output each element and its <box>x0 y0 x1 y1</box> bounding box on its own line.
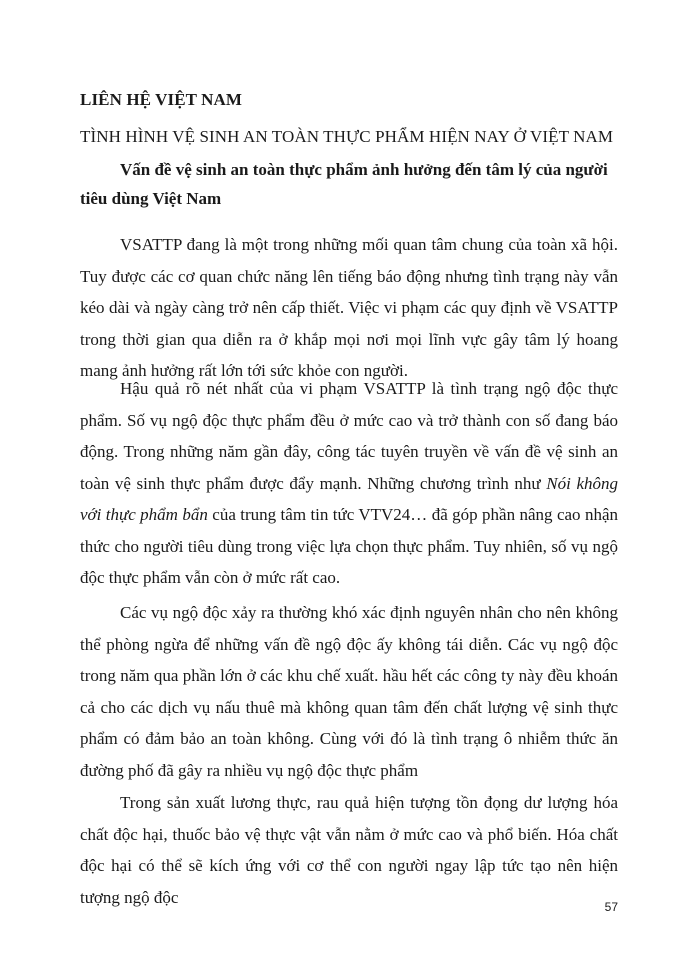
program-name-italic: Nói không với thực phẩm bẩn <box>80 473 618 524</box>
page-number: 57 <box>604 900 618 914</box>
paragraph-3: Các vụ ngộ độc xảy ra thường khó xác định nguyên nhân cho nên không thể phòng ngừa để những vấn đề ngộ độc ấy không tái diễn. Các vụ ngộ độc trong năm qua phần lớn ở các khu chế xuất. hầu hết các công ty này đều khoán cả cho các dịch vụ nấu thuê mà không quan tâm đến chất lượng vệ sinh thực phẩm có đảm bảo an toàn không. Cùng với đó là tình trạng ô nhiễm thức ăn đường phố đã gây ra nhiều vụ ngộ độc thực phẩm <box>80 603 618 780</box>
page-heading: LIÊN HỆ VIỆT NAM <box>80 90 243 109</box>
paragraph-2-text-end: của trung tâm tin tức VTV24… đã góp phần nâng cao nhận thức cho người tiêu dùng trong việc lựa chọn thực phẩm. Tuy nhiên, số vụ ngộ độc thực phẩm vẫn còn ở mức rất cao. <box>80 505 618 587</box>
paragraph-4: Trong sản xuất lương thực, rau quả hiện tượng tồn đọng dư lượng hóa chất độc hại, thuốc bảo vệ thực vật vẫn nằm ở mức cao và phổ biến. Hóa chất độc hại có thể sẽ kích ứng với cơ thể con người ngay lập tức tạo nên hiện tượng ngộ độc <box>80 793 618 907</box>
paragraph-1: VSATTP đang là một trong những mối quan tâm chung của toàn xã hội. Tuy được các cơ quan chức năng lên tiếng báo động nhưng tình trạng này vẫn kéo dài và ngày càng trở nên cấp thiết. Việc vi phạm các quy định về VSATTP trong thời gian qua diễn ra ở khắp mọi nơi mọi lĩnh vực gây tâm lý hoang mang ảnh hưởng rất lớn tới sức khỏe con người. <box>80 235 618 380</box>
subsection-title: Vấn đề vệ sinh an toàn thực phẩm ảnh hưởng đến tâm lý của người tiêu dùng Việt Nam <box>80 160 608 208</box>
section-title: TÌNH HÌNH VỆ SINH AN TOÀN THỰC PHẨM HIỆN NAY Ở VIỆT NAM <box>80 127 614 146</box>
paragraph-2 <box>80 373 618 594</box>
paragraph-2-text-start: Hậu quả rõ nét nhất của vi phạm VSATTP là tình trạng ngộ độc thực phẩm. Số vụ ngộ độc thực phẩm đều ở mức cao và trở thành con số đang báo động. Trong những năm gần đây, công tác tuyên truyền về vấn đề vệ sinh an toàn vệ sinh thực phẩm được đẩy mạnh. Những chương trình như <box>80 379 618 493</box>
